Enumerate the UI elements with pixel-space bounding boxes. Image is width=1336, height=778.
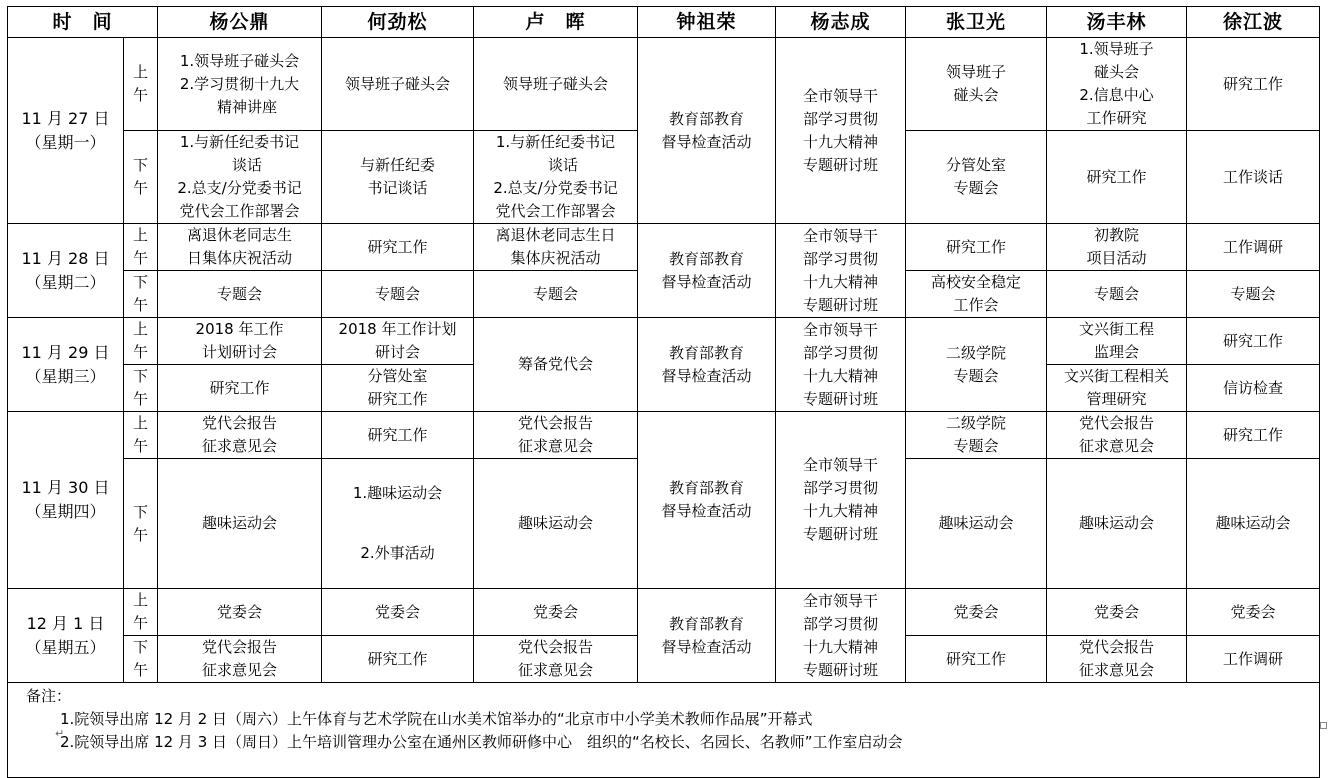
- header-row: [8, 7, 1320, 38]
- table-resize-handle[interactable]: [1320, 722, 1327, 729]
- header-name: 徐江波: [1187, 7, 1320, 38]
- half-label-pm: 下 午: [124, 365, 158, 412]
- schedule-cell: 研究工作: [322, 636, 474, 683]
- schedule-cell: 党委会: [1187, 589, 1320, 636]
- schedule-cell: 全市领导干 部学习贯彻 十九大精神 专题研讨班: [776, 589, 906, 683]
- schedule-cell: 离退休老同志生日 集体庆祝活动: [474, 224, 638, 271]
- day-date: 11 月 30 日: [21, 478, 110, 497]
- day-weekday: （星期一）: [25, 132, 106, 152]
- table-row: [8, 589, 1320, 636]
- half-label-am: 上 午: [124, 589, 158, 636]
- day-cell: [8, 589, 124, 683]
- schedule-cell: 全市领导干 部学习贯彻 十九大精神 专题研讨班: [776, 412, 906, 589]
- schedule-cell: 1.与新任纪委书记 谈话 2.总支/分党委书记 党代会工作部署会: [158, 131, 322, 224]
- table-row: [8, 224, 1320, 271]
- day-cell: [8, 224, 124, 318]
- schedule-cell: 离退休老同志生 日集体庆祝活动: [158, 224, 322, 271]
- schedule-cell: 2018 年工作计划 研讨会: [322, 318, 474, 365]
- schedule-cell: 专题会: [1047, 271, 1187, 318]
- remarks-line: 2.院领导出席 12 月 3 日（周日）上午培训管理办公室在通州区教师研修中心 组织的“名校长、名园长、名教师”工作室启动会: [60, 733, 903, 751]
- half-label-pm: 下 午: [124, 459, 158, 589]
- schedule-cell: 工作谈话: [1187, 131, 1320, 224]
- schedule-cell: 党代会报告 征求意见会: [158, 636, 322, 683]
- schedule-cell: 教育部教育 督导检查活动: [638, 589, 776, 683]
- schedule-cell: 党委会: [1047, 589, 1187, 636]
- day-weekday: （星期二）: [25, 272, 106, 292]
- table-row: [8, 412, 1320, 459]
- schedule-cell: 党委会: [906, 589, 1047, 636]
- half-label-am: 上 午: [124, 412, 158, 459]
- day-weekday: （星期四）: [25, 502, 106, 521]
- schedule-cell: 趣味运动会: [1187, 459, 1320, 589]
- header-name: 汤丰林: [1047, 7, 1187, 38]
- schedule-cell: 研究工作: [1187, 412, 1320, 459]
- half-label-pm: 下 午: [124, 271, 158, 318]
- table-row: [8, 38, 1320, 131]
- header-time: 时 间: [8, 7, 158, 38]
- schedule-cell: 1.与新任纪委书记 谈话 2.总支/分党委书记 党代会工作部署会: [474, 131, 638, 224]
- header-name: 卢 晖: [474, 7, 638, 38]
- header-name: 杨公鼎: [158, 7, 322, 38]
- schedule-cell: 领导班子碰头会: [474, 38, 638, 131]
- day-date: 11 月 28 日: [21, 248, 110, 268]
- schedule-cell: 研究工作: [1187, 38, 1320, 131]
- schedule-cell: 领导班子 碰头会: [906, 38, 1047, 131]
- schedule-cell: 研究工作: [322, 224, 474, 271]
- schedule-cell: 2018 年工作 计划研讨会: [158, 318, 322, 365]
- day-date: 11 月 29 日: [21, 342, 110, 362]
- schedule-cell: 研究工作: [1187, 318, 1320, 365]
- half-label-pm: 下 午: [124, 636, 158, 683]
- schedule-cell: 文兴街工程相关 管理研究: [1047, 365, 1187, 412]
- day-date: 12 月 1 日: [26, 613, 105, 633]
- day-cell: [8, 318, 124, 412]
- schedule-cell: 党委会: [158, 589, 322, 636]
- day-weekday: （星期五）: [25, 637, 106, 657]
- schedule-cell: 分管处室 专题会: [906, 131, 1047, 224]
- schedule-cell: 1.领导班子碰头会 2.学习贯彻十九大 精神讲座: [158, 38, 322, 131]
- day-weekday: （星期三）: [25, 366, 106, 386]
- remarks-title: 备注：: [26, 687, 72, 705]
- schedule-cell: 文兴街工程 监理会: [1047, 318, 1187, 365]
- schedule-cell: 工作调研: [1187, 636, 1320, 683]
- schedule-cell: 党代会报告 征求意见会: [474, 636, 638, 683]
- remarks-line: 1.院领导出席 12 月 2 日（周六）上午体育与艺术学院在山水美术馆举办的“北京市中小学美术教师作品展”开幕式: [60, 710, 813, 728]
- day-date: 11 月 27 日: [21, 108, 110, 128]
- schedule-cell: 与新任纪委 书记谈话: [322, 131, 474, 224]
- half-label-am: 上 午: [124, 38, 158, 131]
- schedule-cell: 研究工作: [158, 365, 322, 412]
- schedule-table: [7, 6, 1320, 778]
- schedule-cell: 全市领导干 部学习贯彻 十九大精神 专题研讨班: [776, 318, 906, 412]
- remarks-row: [8, 683, 1320, 778]
- schedule-cell: 高校安全稳定 工作会: [906, 271, 1047, 318]
- schedule-cell: 趣味运动会: [1047, 459, 1187, 589]
- schedule-cell: 趣味运动会: [474, 459, 638, 589]
- schedule-line: 1.趣味运动会: [352, 484, 443, 502]
- schedule-cell: 二级学院 专题会: [906, 412, 1047, 459]
- header-name: 张卫光: [906, 7, 1047, 38]
- table-row: [8, 318, 1320, 365]
- schedule-cell: 研究工作: [1047, 131, 1187, 224]
- schedule-cell: 筹备党代会: [474, 318, 638, 412]
- schedule-cell: 教育部教育 督导检查活动: [638, 318, 776, 412]
- schedule-cell: 专题会: [1187, 271, 1320, 318]
- header-name: 何劲松: [322, 7, 474, 38]
- schedule-cell: 教育部教育 督导检查活动: [638, 38, 776, 224]
- schedule-cell: 研究工作: [906, 636, 1047, 683]
- schedule-cell: 趣味运动会: [906, 459, 1047, 589]
- half-label-am: 上 午: [124, 318, 158, 365]
- day-cell: [8, 412, 124, 589]
- paragraph-mark-icon: ↵: [55, 727, 65, 740]
- schedule-cell: 初教院 项目活动: [1047, 224, 1187, 271]
- schedule-cell: 工作调研: [1187, 224, 1320, 271]
- schedule-cell: 全市领导干 部学习贯彻 十九大精神 专题研讨班: [776, 38, 906, 224]
- schedule-cell: 党代会报告 征求意见会: [474, 412, 638, 459]
- schedule-cell: [322, 459, 474, 589]
- schedule-cell: 二级学院 专题会: [906, 318, 1047, 412]
- schedule-cell: 全市领导干 部学习贯彻 十九大精神 专题研讨班: [776, 224, 906, 318]
- schedule-cell: 教育部教育 督导检查活动: [638, 412, 776, 589]
- schedule-cell: 党代会报告 征求意见会: [1047, 412, 1187, 459]
- schedule-cell: 研究工作: [906, 224, 1047, 271]
- schedule-cell: 1.领导班子 碰头会 2.信息中心 工作研究: [1047, 38, 1187, 131]
- header-name: 杨志成: [776, 7, 906, 38]
- schedule-cell: 信访检查: [1187, 365, 1320, 412]
- day-cell: [8, 38, 124, 224]
- schedule-cell: 专题会: [322, 271, 474, 318]
- header-name: 钟祖荣: [638, 7, 776, 38]
- schedule-cell: 党委会: [474, 589, 638, 636]
- schedule-cell: 教育部教育 督导检查活动: [638, 224, 776, 318]
- schedule-cell: 专题会: [474, 271, 638, 318]
- schedule-cell: 专题会: [158, 271, 322, 318]
- schedule-cell: 研究工作: [322, 412, 474, 459]
- schedule-cell: 趣味运动会: [158, 459, 322, 589]
- schedule-cell: 党代会报告 征求意见会: [1047, 636, 1187, 683]
- schedule-cell: 分管处室 研究工作: [322, 365, 474, 412]
- half-label-am: 上 午: [124, 224, 158, 271]
- schedule-cell: 党委会: [322, 589, 474, 636]
- schedule-line: 2.外事活动: [360, 544, 435, 562]
- remarks-cell: [8, 683, 1320, 778]
- schedule-cell: 领导班子碰头会: [322, 38, 474, 131]
- half-label-pm: 下 午: [124, 131, 158, 224]
- schedule-cell: 党代会报告 征求意见会: [158, 412, 322, 459]
